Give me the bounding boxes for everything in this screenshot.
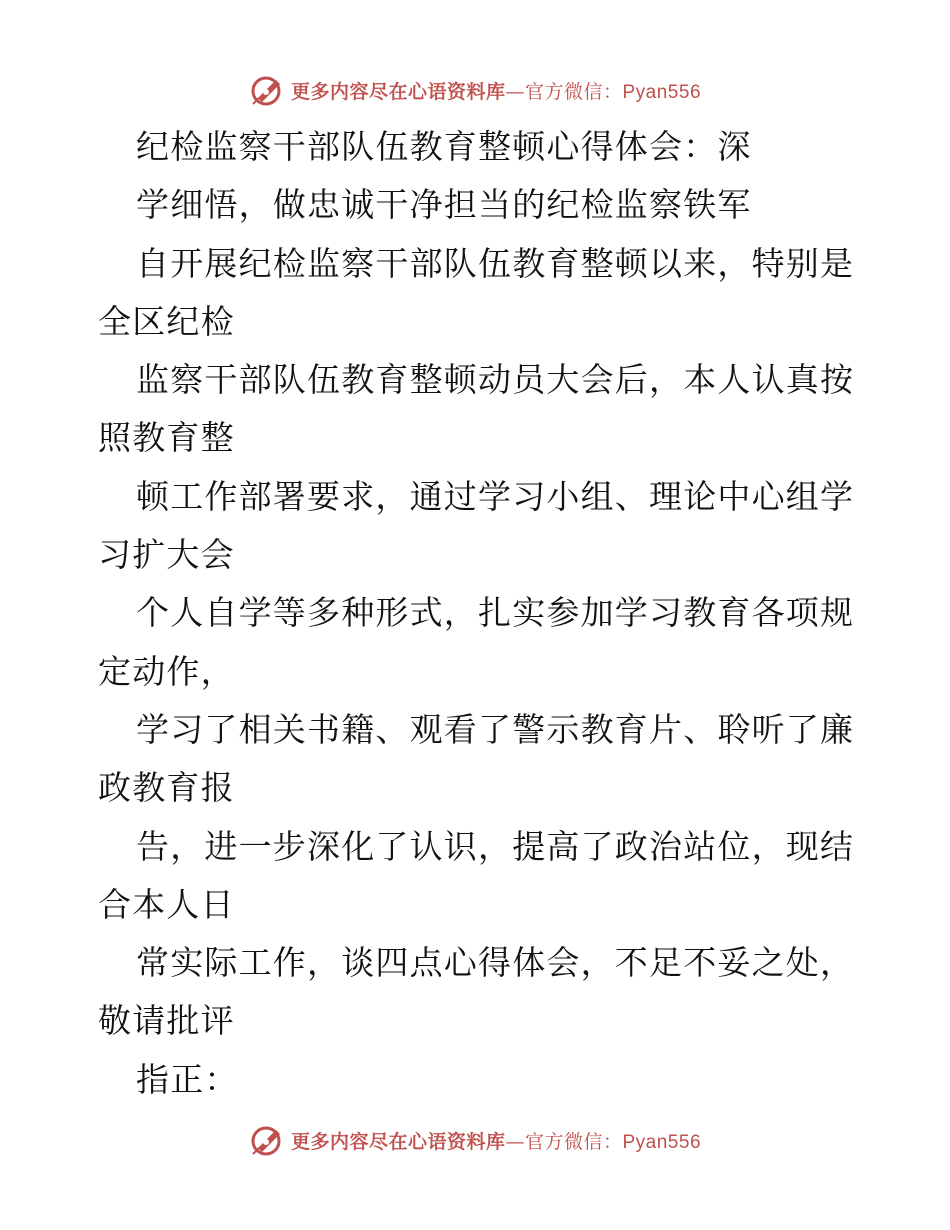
paragraph-line: 常实际工作，谈四点心得体会，不足不妥之处，: [136, 943, 855, 983]
footer-banner: [0, 1120, 950, 1160]
paragraph-line: 全区纪检: [98, 301, 235, 341]
paragraph-line: 合本人日: [98, 884, 235, 924]
banner-separator: —: [505, 1130, 525, 1153]
header-banner: [0, 70, 950, 110]
banner-separator: —: [505, 80, 525, 103]
pen-nib-logo-icon: [249, 1122, 285, 1158]
paragraph-line: 学习了相关书籍、观看了警示教育片、聆听了廉: [136, 709, 855, 749]
paragraph-line: 政教育报: [98, 768, 235, 808]
document-body: [98, 118, 858, 1109]
title-line-2: 学细悟，做忠诚干净担当的纪检监察铁军: [136, 185, 752, 225]
footer-banner-text: [291, 1127, 701, 1154]
title-line-1: 纪检监察干部队伍教育整顿心得体会：深: [136, 127, 752, 166]
wechat-label: 官方微信：: [524, 80, 623, 103]
paragraph-line: 指正：: [136, 1059, 239, 1099]
paragraph-line: 习扩大会: [98, 535, 235, 575]
pen-nib-logo-icon: [249, 72, 285, 108]
header-banner-text: [291, 77, 701, 104]
paragraph-line: 敬请批评: [98, 1001, 235, 1041]
wechat-id: Pyan556: [622, 1131, 702, 1153]
paragraph-line: 照教育整: [98, 418, 235, 458]
paragraph-line: 顿工作部署要求，通过学习小组、理论中心组学: [136, 476, 855, 516]
library-name: 更多内容尽在心语资料库: [290, 1130, 506, 1153]
wechat-id: Pyan556: [622, 81, 702, 103]
paragraph-line: 告，进一步深化了认识，提高了政治站位，现结: [136, 826, 855, 866]
library-name: 更多内容尽在心语资料库: [290, 80, 506, 103]
paragraph-line: 个人自学等多种形式，扎实参加学习教育各项规: [136, 593, 855, 633]
paragraph-line: 自开展纪检监察干部队伍教育整顿以来，特别是: [136, 243, 855, 283]
wechat-label: 官方微信：: [524, 1130, 623, 1153]
paragraph-line: 定动作，: [98, 651, 235, 691]
paragraph-line: 监察干部队伍教育整顿动员大会后，本人认真按: [136, 360, 855, 400]
